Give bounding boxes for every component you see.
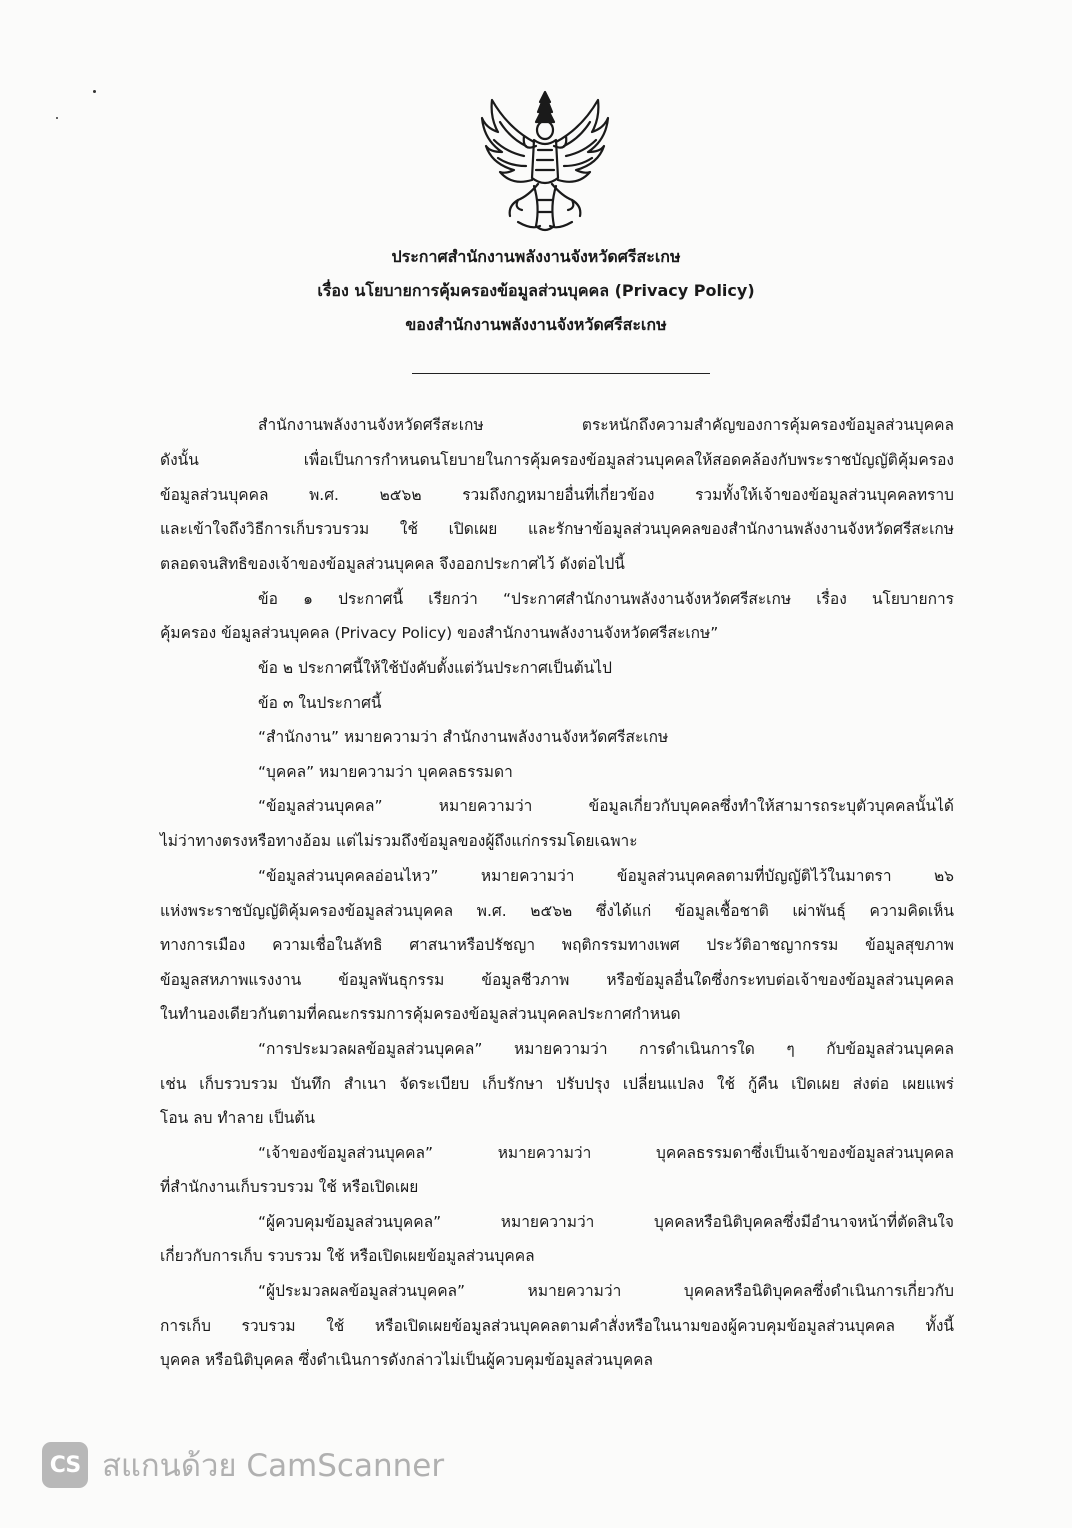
body-line: ดังนั้น เพื่อเป็นการกำหนดนโยบายในการคุ้มครองข้อมูลส่วนบุคคลให้สอดคล้องกับพระราชบัญญัติคุ้มครอง [160, 451, 954, 469]
body-line: ไม่ว่าทางตรงหรือทางอ้อม แต่ไม่รวมถึงข้อมูลของผู้ถึงแก่กรรมโดยเฉพาะ [160, 832, 638, 850]
body-line: ข้อ ๓ ในประกาศนี้ [258, 694, 382, 712]
body-line: บุคคล หรือนิติบุคคล ซึ่งดำเนินการดังกล่าวไม่เป็นผู้ควบคุมข้อมูลส่วนบุคคล [160, 1351, 653, 1369]
body-line: เช่น เก็บรวบรวม บันทึก สำเนา จัดระเบียบ เก็บรักษา ปรับปรุง เปลี่ยนแปลง ใช้ กู้คืน เปิดเผย ส่งต่อ เผยแพร่ [160, 1075, 954, 1093]
scan-speck [56, 117, 58, 119]
scan-speck [93, 90, 96, 93]
announcement-issuer: ของสำนักงานพลังงานจังหวัดศรีสะเกษ [405, 315, 667, 334]
body-line: ตลอดจนสิทธิของเจ้าของข้อมูลส่วนบุคคล จึงออกประกาศไว้ ดังต่อไปนี้ [160, 555, 625, 573]
body-line: “ข้อมูลส่วนบุคคลอ่อนไหว” หมายความว่า ข้อมูลส่วนบุคคลตามที่บัญญัติไว้ในมาตรา ๒๖ [258, 867, 954, 885]
body-line: “สำนักงาน” หมายความว่า สำนักงานพลังงานจังหวัดศรีสะเกษ [258, 728, 669, 746]
body-line: “ข้อมูลส่วนบุคคล” หมายความว่า ข้อมูลเกี่ยวกับบุคคลซึ่งทำให้สามารถระบุตัวบุคคลนั้นได้ [258, 797, 954, 815]
body-line: เกี่ยวกับการเก็บ รวบรวม ใช้ หรือเปิดเผยข้อมูลส่วนบุคคล [160, 1247, 535, 1265]
body-line: โอน ลบ ทำลาย เป็นต้น [160, 1109, 315, 1127]
camscanner-logo-icon: CS [42, 1442, 88, 1488]
body-line: การเก็บ รวบรวม ใช้ หรือเปิดเผยข้อมูลส่วนบุคคลตามคำสั่งหรือในนามของผู้ควบคุมข้อมูลส่วนบุคคล ทั้งนี้ [160, 1317, 954, 1335]
body-line: ที่สำนักงานเก็บรวบรวม ใช้ หรือเปิดเผย [160, 1178, 419, 1196]
body-line: “เจ้าของข้อมูลส่วนบุคคล” หมายความว่า บุคคลธรรมดาซึ่งเป็นเจ้าของข้อมูลส่วนบุคคล [258, 1144, 954, 1162]
body-line: คุ้มครอง ข้อมูลส่วนบุคคล (Privacy Policy) ของสำนักงานพลังงานจังหวัดศรีสะเกษ” [160, 624, 719, 642]
body-line: และเข้าใจถึงวิธีการเก็บรวบรวม ใช้ เปิดเผย และรักษาข้อมูลส่วนบุคคลของสำนักงานพลังงานจังหวัดศรีสะเกษ [160, 520, 954, 538]
body-line: ข้อ ๒ ประกาศนี้ให้ใช้บังคับตั้งแต่วันประกาศเป็นต้นไป [258, 659, 612, 677]
body-line: สำนักงานพลังงานจังหวัดศรีสะเกษ ตระหนักถึงความสำคัญของการคุ้มครองข้อมูลส่วนบุคคล [258, 416, 954, 434]
body-line: แห่งพระราชบัญญัติคุ้มครองข้อมูลส่วนบุคคล พ.ศ. ๒๕๖๒ ซึ่งได้แก่ ข้อมูลเชื้อชาติ เผ่าพันธุ์ ความคิดเห็น [160, 902, 954, 920]
body-line: “ผู้ควบคุมข้อมูลส่วนบุคคล” หมายความว่า บุคคลหรือนิติบุคคลซึ่งมีอำนาจหน้าที่ตัดสินใจ [258, 1213, 954, 1231]
garuda-emblem-icon [478, 88, 612, 236]
title-divider [412, 373, 710, 374]
body-line: ข้อ ๑ ประกาศนี้ เรียกว่า “ประกาศสำนักงานพลังงานจังหวัดศรีสะเกษ เรื่อง นโยบายการ [258, 590, 954, 608]
body-line: “การประมวลผลข้อมูลส่วนบุคคล” หมายความว่า การดำเนินการใด ๆ กับข้อมูลส่วนบุคคล [258, 1040, 954, 1058]
body-line: ข้อมูลสหภาพแรงงาน ข้อมูลพันธุกรรม ข้อมูลชีวภาพ หรือข้อมูลอื่นใดซึ่งกระทบต่อเจ้าของข้อมูลส่วนบุคคล [160, 971, 954, 989]
body-line: ทางการเมือง ความเชื่อในลัทธิ ศาสนาหรือปรัชญา พฤติกรรมทางเพศ ประวัติอาชญากรรม ข้อมูลสุขภาพ [160, 936, 954, 954]
body-line: ในทำนองเดียวกันตามที่คณะกรรมการคุ้มครองข้อมูลส่วนบุคคลประกาศกำหนด [160, 1005, 681, 1023]
camscanner-watermark [42, 1440, 444, 1490]
body-line: “ผู้ประมวลผลข้อมูลส่วนบุคคล” หมายความว่า บุคคลหรือนิติบุคคลซึ่งดำเนินการเกี่ยวกับ [258, 1282, 954, 1300]
announcement-subject: เรื่อง นโยบายการคุ้มครองข้อมูลส่วนบุคคล (Privacy Policy) [317, 281, 755, 300]
body-line: ข้อมูลส่วนบุคคล พ.ศ. ๒๕๖๒ รวมถึงกฎหมายอื่นที่เกี่ยวข้อง รวมทั้งให้เจ้าของข้อมูลส่วนบุคคลทราบ [160, 486, 954, 504]
announcement-title: ประกาศสำนักงานพลังงานจังหวัดศรีสะเกษ [391, 247, 681, 266]
watermark-text: สแกนด้วย CamScanner [102, 1448, 445, 1484]
body-line: “บุคคล” หมายความว่า บุคคลธรรมดา [258, 763, 513, 781]
